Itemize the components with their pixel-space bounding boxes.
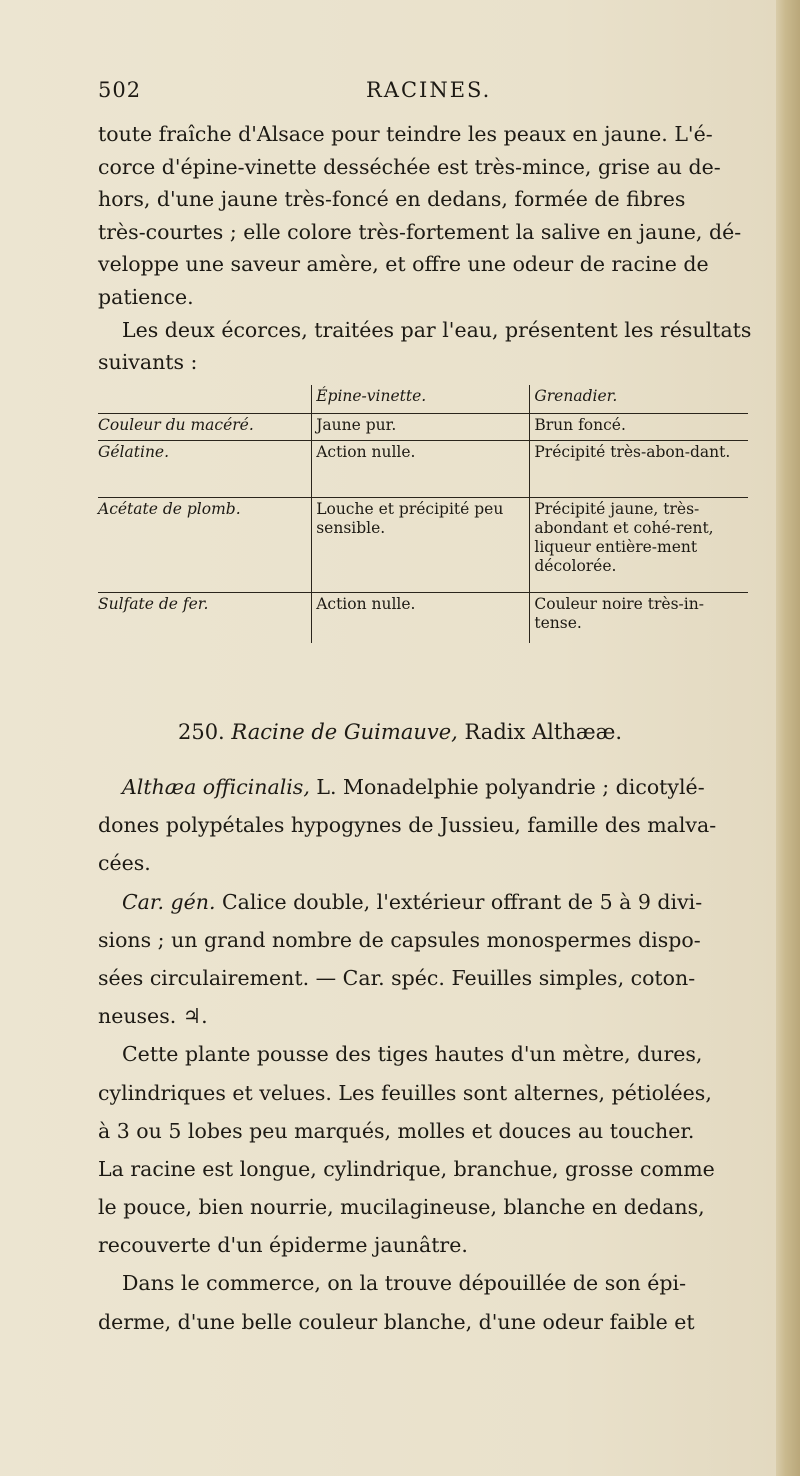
text-line: patience.: [98, 284, 194, 309]
text-line: [98, 1150, 762, 1188]
table-row: [98, 441, 748, 498]
text-line: [98, 1226, 762, 1264]
grenadier-cell: Couleur noire très-in-tense.: [530, 593, 748, 644]
table-header-empty: [98, 385, 312, 414]
italic-term: Althæa officinalis,: [122, 775, 310, 799]
text-line: [98, 1035, 762, 1073]
text-line: [98, 844, 762, 882]
text-line: [98, 1303, 762, 1341]
text-line: toute fraîche d'Alsace pour teindre les peaux en jaune. L'é-: [98, 122, 713, 146]
text-line: [98, 1264, 762, 1302]
table-row: [98, 593, 748, 644]
table-header-grenadier: Grenadier.: [530, 385, 748, 414]
text-line: [98, 768, 762, 806]
text-line: [98, 921, 762, 959]
line-text: le pouce, bien nourrie, mucilagineuse, blanche en dedans,: [98, 1195, 705, 1220]
line-text: Dans le commerce, on la trouve dépouillée de son épi-: [122, 1271, 687, 1296]
row-label: Sulfate de fer.: [98, 593, 312, 644]
grenadier-cell: Précipité jaune, très-abondant et cohé-rent, liqueur entière-ment décolorée.: [530, 498, 748, 593]
line-text: cées.: [98, 851, 151, 876]
text-line: [98, 883, 762, 921]
epine-cell: Action nulle.: [312, 593, 530, 644]
line-text: cylindriques et velues. Les feuilles sont alternes, pétiolées,: [98, 1080, 712, 1105]
table-row: [98, 498, 748, 593]
text-line: [98, 1074, 762, 1112]
text-line: [98, 1188, 762, 1226]
line-text: à 3 ou 5 lobes peu marqués, molles et douces au toucher.: [98, 1118, 695, 1143]
section-heading: [0, 720, 800, 744]
table-row: [98, 414, 748, 441]
text-line: veloppe une saveur amère, et offre une odeur de racine de: [98, 252, 709, 277]
line-text: dones polypétales hypogynes de Jussieu, famille des malva-: [98, 813, 717, 838]
comparison-table: [98, 385, 748, 643]
text-line: Les deux écorces, traitées par l'eau, présentent les résultats: [122, 317, 752, 342]
section-title-latin: Radix Althææ.: [464, 720, 623, 744]
text-line: corce d'épine-vinette desséchée est très-mince, grise au de-: [98, 154, 721, 179]
text-line: [98, 806, 762, 844]
line-text: Cette plante pousse des tiges hautes d'un mètre, dures,: [122, 1042, 703, 1067]
row-label: Acétate de plomb.: [98, 498, 312, 593]
line-text: Calice double, l'extérieur offrant de 5 à 9 divi-: [215, 889, 703, 914]
section-title-french: Racine de Guimauve,: [231, 720, 458, 744]
line-text: derme, d'une belle couleur blanche, d'une odeur faible et: [98, 1309, 695, 1334]
page-header: [98, 78, 728, 108]
text-line: suivants :: [98, 350, 198, 375]
text-line: [98, 997, 762, 1035]
text-line: très-courtes ; elle colore très-fortement la salive en jaune, dé-: [98, 219, 742, 244]
table-header-row: [98, 385, 748, 414]
line-text: L. Monadelphie polyandrie ; dicotylé-: [309, 775, 705, 799]
line-text: recouverte d'un épiderme jaunâtre.: [98, 1233, 468, 1258]
text-line: [98, 1112, 762, 1150]
italic-term: Car. gén.: [122, 889, 216, 914]
section-number: 250.: [177, 720, 225, 744]
text-line: hors, d'une jaune très-foncé en dedans, formée de fibres: [98, 187, 686, 212]
text-line: [98, 959, 762, 997]
row-label: Gélatine.: [98, 441, 312, 498]
line-text: La racine est longue, cylindrique, branchue, grosse comme: [98, 1156, 715, 1181]
line-text: sions ; un grand nombre de capsules monospermes dispo-: [98, 927, 701, 952]
body-paragraphs: [98, 768, 762, 1341]
epine-cell: Jaune pur.: [312, 414, 530, 441]
grenadier-cell: Précipité très-abon-dant.: [530, 441, 748, 498]
table-header-epine: Épine-vinette.: [312, 385, 530, 414]
running-title: RACINES.: [366, 78, 492, 102]
intro-paragraph: [98, 118, 762, 379]
grenadier-cell: Brun foncé.: [530, 414, 748, 441]
epine-cell: Louche et précipité peu sensible.: [312, 498, 530, 593]
line-text: neuses. ♃.: [98, 1004, 208, 1029]
epine-cell: Action nulle.: [312, 441, 530, 498]
line-text: sées circulairement. — Car. spéc. Feuilles simples, coton-: [98, 965, 696, 990]
page-number: 502: [98, 78, 142, 102]
row-label: Couleur du macéré.: [98, 414, 312, 441]
